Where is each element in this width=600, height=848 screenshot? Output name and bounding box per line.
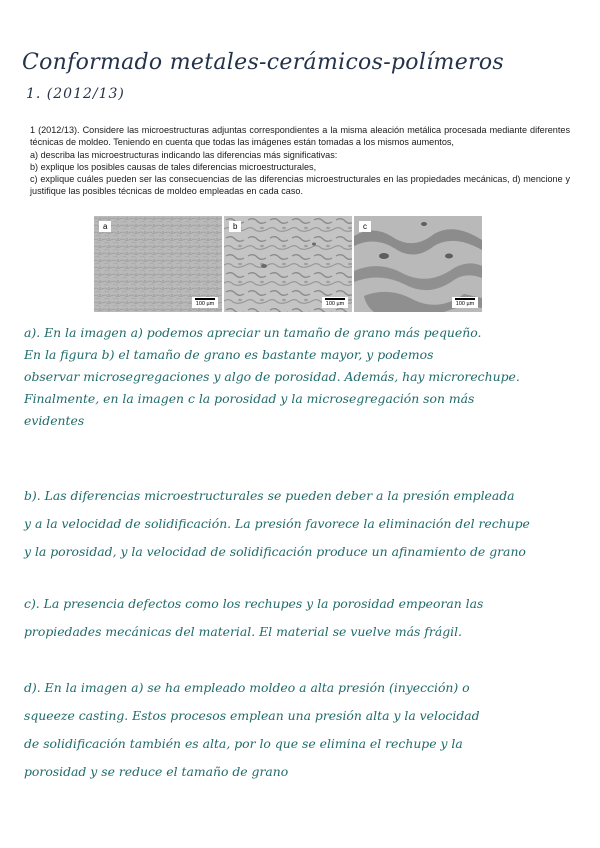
micrograph-a-scale-bar: [192, 297, 218, 308]
micrograph-strip: [94, 216, 482, 312]
micrograph-b: [224, 216, 352, 312]
micrograph-c-scale-bar: [452, 297, 478, 308]
answer-b: b). Las diferencias microestructurales se pueden deber a la presión empleada y a la velocidad de solidificación. La presión favorece la eliminación del rechupe y la porosidad, y la velocidad de solidificación produce un afinamiento de grano: [24, 488, 530, 559]
micrograph-b-label: b: [229, 221, 241, 232]
problem-statement: [30, 124, 570, 198]
problem-number: 1. (2012/13): [26, 86, 125, 102]
micrograph-c-label: c: [359, 221, 371, 232]
micrograph-b-scale-bar: [322, 297, 348, 308]
micrograph-a-scale-label: 100 µm: [195, 301, 215, 307]
answer-a: a). En la imagen a) podemos apreciar un tamaño de grano más pequeño. En la figura b) el tamaño de grano es bastante mayor, y podemos observar microsegregaciones y algo de porosidad. Además, hay microrechupe. Finalmente, en la imagen c la porosidad y la microsegregación son más evidentes: [24, 325, 520, 428]
micrograph-a-label: a: [99, 221, 111, 232]
answer-d: d). En la imagen a) se ha empleado moldeo a alta presión (inyección) o squeeze casting. Estos procesos emplean una presión alta y la velocidad de solidificación también es alta, por lo que se elimina el rechupe y la porosidad y se reduce el tamaño de grano: [24, 680, 480, 779]
micrograph-b-scale-label: 100 µm: [325, 301, 345, 307]
answer-c: c). La presencia defectos como los rechupes y la porosidad empeoran las propiedades mecánicas del material. El material se vuelve más frágil.: [24, 596, 484, 639]
problem-item-c: c) explique cuáles pueden ser las consecuencias de las diferencias microestructurales en las propiedades mecánicas, d) mencione y justifique las posibles técnicas de moldeo empleadas en cada caso.: [30, 174, 570, 197]
problem-item-b: b) explique los posibles causas de tales diferencias microestructurales,: [30, 161, 317, 172]
micrograph-c: [354, 216, 482, 312]
micrograph-c-scale-label: 100 µm: [455, 301, 475, 307]
problem-intro: 1 (2012/13). Considere las microestructuras adjuntas correspondientes a la misma aleación metálica procesada mediante diferentes técnicas de moldeo. Teniendo en cuenta que todas las imágenes están tomadas a los mismos aumentos,: [30, 125, 570, 148]
problem-item-a: a) describa las microestructuras indicando las diferencias más significativas:: [30, 149, 338, 160]
page-title: Conformado metales-cerámicos-polímeros: [22, 50, 504, 75]
micrograph-a: [94, 216, 222, 312]
